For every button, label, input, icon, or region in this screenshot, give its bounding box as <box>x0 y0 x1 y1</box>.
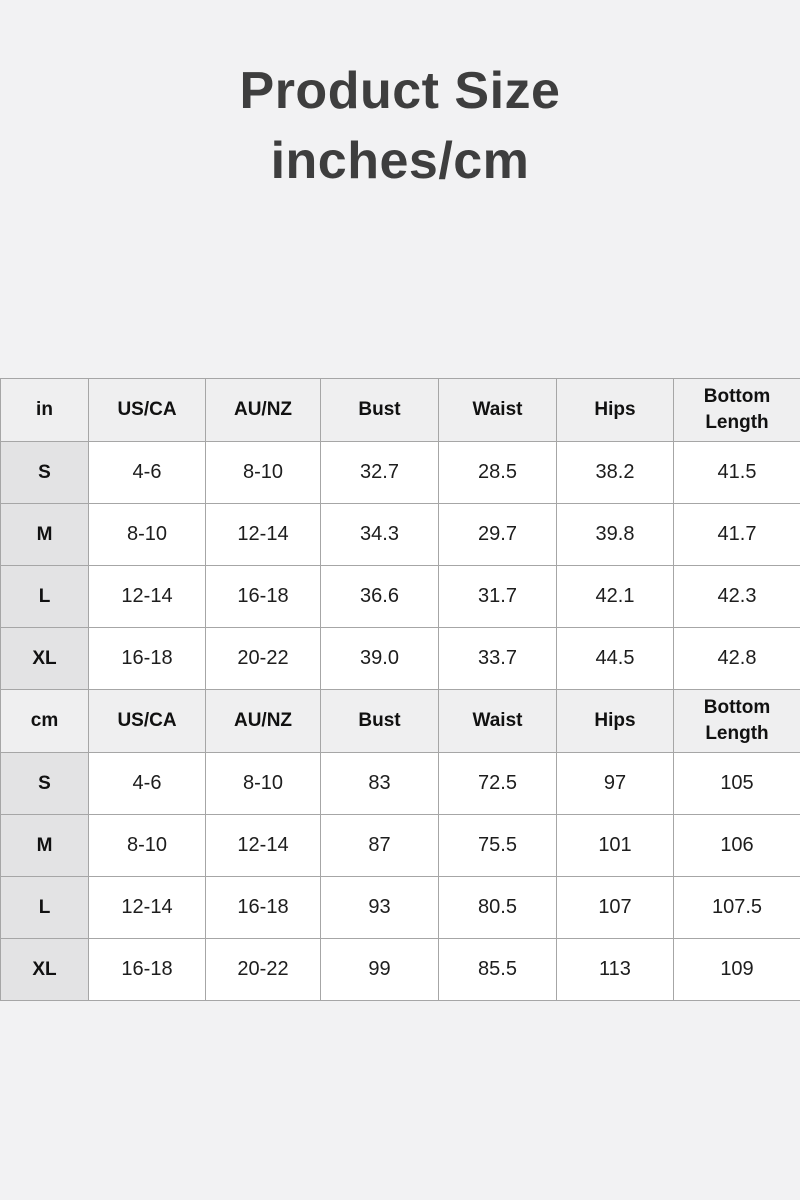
table-row-inches-S <box>1 442 800 504</box>
size-chart-body <box>1 379 800 1001</box>
value-cell: 8-10 <box>89 815 206 877</box>
size-label-cell: L <box>1 566 89 628</box>
value-cell: 44.5 <box>557 628 674 690</box>
column-header-cell: Bust <box>321 379 439 442</box>
page-title <box>0 0 800 196</box>
value-cell: 39.8 <box>557 504 674 566</box>
column-header-cell: Bottom Length <box>674 379 800 442</box>
value-cell: 12-14 <box>206 504 321 566</box>
column-header-cell: Bottom Length <box>674 690 800 753</box>
value-cell: 72.5 <box>439 753 557 815</box>
value-cell: 34.3 <box>321 504 439 566</box>
value-cell: 105 <box>674 753 800 815</box>
value-cell: 99 <box>321 939 439 1001</box>
value-cell: 80.5 <box>439 877 557 939</box>
value-cell: 85.5 <box>439 939 557 1001</box>
size-label-cell: L <box>1 877 89 939</box>
value-cell: 8-10 <box>206 753 321 815</box>
table-row-inches-M <box>1 504 800 566</box>
value-cell: 101 <box>557 815 674 877</box>
value-cell: 32.7 <box>321 442 439 504</box>
value-cell: 20-22 <box>206 939 321 1001</box>
column-header-cell: Hips <box>557 379 674 442</box>
column-header-cell: Bust <box>321 690 439 753</box>
table-row-cm-M <box>1 815 800 877</box>
unit-header-cell: in <box>1 379 89 442</box>
value-cell: 38.2 <box>557 442 674 504</box>
size-label-cell: XL <box>1 939 89 1001</box>
value-cell: 83 <box>321 753 439 815</box>
value-cell: 36.6 <box>321 566 439 628</box>
value-cell: 41.7 <box>674 504 800 566</box>
value-cell: 33.7 <box>439 628 557 690</box>
table-row-cm-S <box>1 753 800 815</box>
value-cell: 109 <box>674 939 800 1001</box>
unit-header-cell: cm <box>1 690 89 753</box>
header-row-cm <box>1 690 800 753</box>
value-cell: 12-14 <box>89 877 206 939</box>
value-cell: 8-10 <box>89 504 206 566</box>
column-header-cell: Waist <box>439 690 557 753</box>
size-chart-table <box>0 378 800 1001</box>
value-cell: 93 <box>321 877 439 939</box>
value-cell: 12-14 <box>206 815 321 877</box>
value-cell: 39.0 <box>321 628 439 690</box>
value-cell: 42.3 <box>674 566 800 628</box>
value-cell: 113 <box>557 939 674 1001</box>
table-row-inches-XL <box>1 628 800 690</box>
size-label-cell: XL <box>1 628 89 690</box>
column-header-cell: US/CA <box>89 690 206 753</box>
table-row-cm-L <box>1 877 800 939</box>
size-label-cell: S <box>1 753 89 815</box>
value-cell: 97 <box>557 753 674 815</box>
value-cell: 106 <box>674 815 800 877</box>
value-cell: 75.5 <box>439 815 557 877</box>
value-cell: 4-6 <box>89 442 206 504</box>
value-cell: 41.5 <box>674 442 800 504</box>
value-cell: 28.5 <box>439 442 557 504</box>
value-cell: 4-6 <box>89 753 206 815</box>
column-header-cell: AU/NZ <box>206 379 321 442</box>
table-row-cm-XL <box>1 939 800 1001</box>
table-row-inches-L <box>1 566 800 628</box>
value-cell: 20-22 <box>206 628 321 690</box>
value-cell: 12-14 <box>89 566 206 628</box>
value-cell: 107.5 <box>674 877 800 939</box>
column-header-cell: AU/NZ <box>206 690 321 753</box>
value-cell: 16-18 <box>89 628 206 690</box>
value-cell: 16-18 <box>89 939 206 1001</box>
column-header-cell: Hips <box>557 690 674 753</box>
page-title-line1: Product Size <box>239 62 561 120</box>
value-cell: 31.7 <box>439 566 557 628</box>
value-cell: 16-18 <box>206 877 321 939</box>
value-cell: 8-10 <box>206 442 321 504</box>
size-label-cell: S <box>1 442 89 504</box>
size-label-cell: M <box>1 815 89 877</box>
size-label-cell: M <box>1 504 89 566</box>
value-cell: 107 <box>557 877 674 939</box>
column-header-cell: US/CA <box>89 379 206 442</box>
value-cell: 87 <box>321 815 439 877</box>
value-cell: 16-18 <box>206 566 321 628</box>
page-title-line2: inches/cm <box>270 132 530 190</box>
value-cell: 29.7 <box>439 504 557 566</box>
header-row-inches <box>1 379 800 442</box>
column-header-cell: Waist <box>439 379 557 442</box>
value-cell: 42.8 <box>674 628 800 690</box>
value-cell: 42.1 <box>557 566 674 628</box>
